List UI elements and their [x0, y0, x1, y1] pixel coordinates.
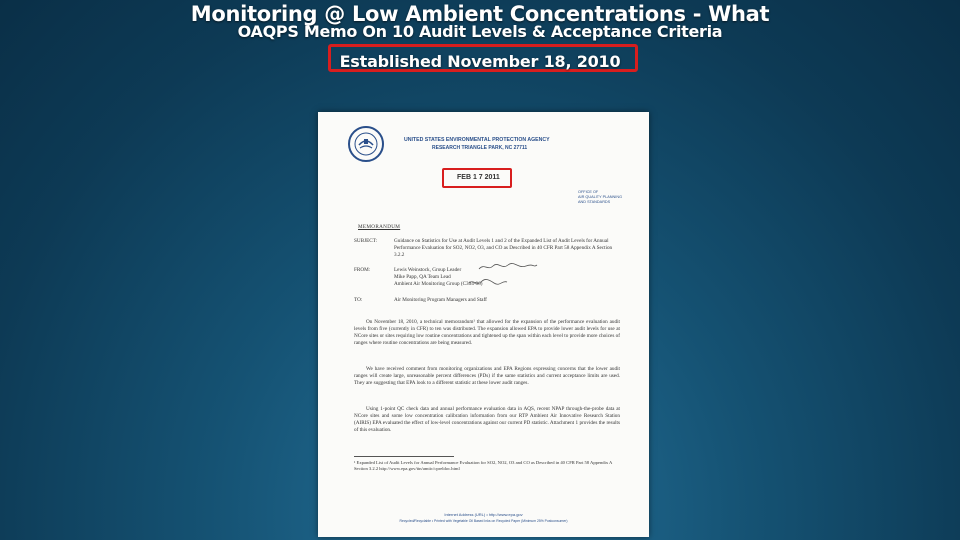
office-line: OFFICE OF — [578, 190, 599, 194]
subject-label: SUBJECT: — [354, 238, 378, 244]
from-label: FROM: — [354, 267, 371, 273]
office-line: AND STANDARDS — [578, 200, 611, 204]
from-line: Lewis Weinstock, Group Leader — [394, 267, 462, 273]
footer-recycled: Recycled/Recyclable • Printed with Vegetable Oil Based Inks on Recycled Paper (Minimum 25% Postconsumer) — [399, 519, 568, 523]
memo-heading: MEMORANDUM — [358, 224, 401, 230]
to-label: TO: — [354, 297, 363, 303]
memo-document-image — [318, 112, 649, 537]
memo-paragraph: We have received comment from monitoring organizations and EPA Regions expressing concerns that the lower audit ranges will create large, unreasonable percent differences (PDs) if the same statistics and current acceptance limits are used. They are suggesting that EPA look to a different statistic at these lower audit ranges. — [354, 366, 620, 387]
slide-title-line3: Established November 18, 2010 — [339, 52, 621, 71]
from-line: Mike Papp, QA Team Lead — [394, 274, 451, 280]
epa-seal-icon — [348, 126, 384, 162]
slide-title-line2: OAQPS Memo On 10 Audit Levels & Acceptance Criteria — [237, 22, 723, 41]
memo-paragraph: On November 18, 2010, a technical memorandum¹ that allowed for the expansion of the performance evaluation audit levels from five (currently in CFR) to ten was distributed. The expansion allowed EPA to provide lower audit levels for use at NCore sites or sites requiring low routine concentrations and tightened up the span within each level to provide more choices of ranges where routine concentrations are being measured. — [354, 319, 620, 347]
office-block — [578, 190, 640, 205]
slide-title-line1: Monitoring @ Low Ambient Concentrations - What — [190, 2, 770, 26]
footnote: ¹ Expanded List of Audit Levels for Annual Performance Evaluation for SO2, NO2, O3 and CO as Described in 40 CFR Part 58 Appendix A Section 3.2.2 http://www.epa.gov/ttn/amtic/cpreldoc.html — [354, 460, 613, 472]
footer-url: Internet Address (URL) • http://www.epa.gov — [444, 512, 523, 517]
footnote-divider — [354, 456, 454, 457]
date-stamp: FEB 1 7 2011 — [457, 174, 500, 181]
office-line: AIR QUALITY PLANNING — [578, 195, 623, 199]
agency-address: RESEARCH TRIANGLE PARK, NC 27711 — [432, 145, 528, 151]
from-line: Ambient Air Monitoring Group (C304-06) — [394, 281, 483, 287]
agency-name: UNITED STATES ENVIRONMENTAL PROTECTION AGENCY — [404, 137, 550, 143]
memo-paragraph: Using 1-point QC check data and annual performance evaluation data in AQS, recent NPAP through-the-probe data at NCore sites and some low concentration calibration information from our RTP Ambient Air Innovative Research Station (AIRIS) EPA evaluated the effect of low-level concentrations against our current PD statistic. Attachment 1 provides the results of this evaluation. — [354, 406, 620, 434]
signature-papp — [468, 272, 508, 291]
subject-text: Guidance on Statistics for Use at Audit Levels 1 and 2 of the Expanded List of Audit Levels for Annual Performance Evaluation for SO2, NO2, O3, and CO as Described in 40 CFR Part 58 Appendix A Section 3.2.2 — [394, 238, 613, 258]
to-text: Air Monitoring Program Managers and Staff — [394, 297, 487, 303]
highlight-box-date — [442, 168, 512, 188]
